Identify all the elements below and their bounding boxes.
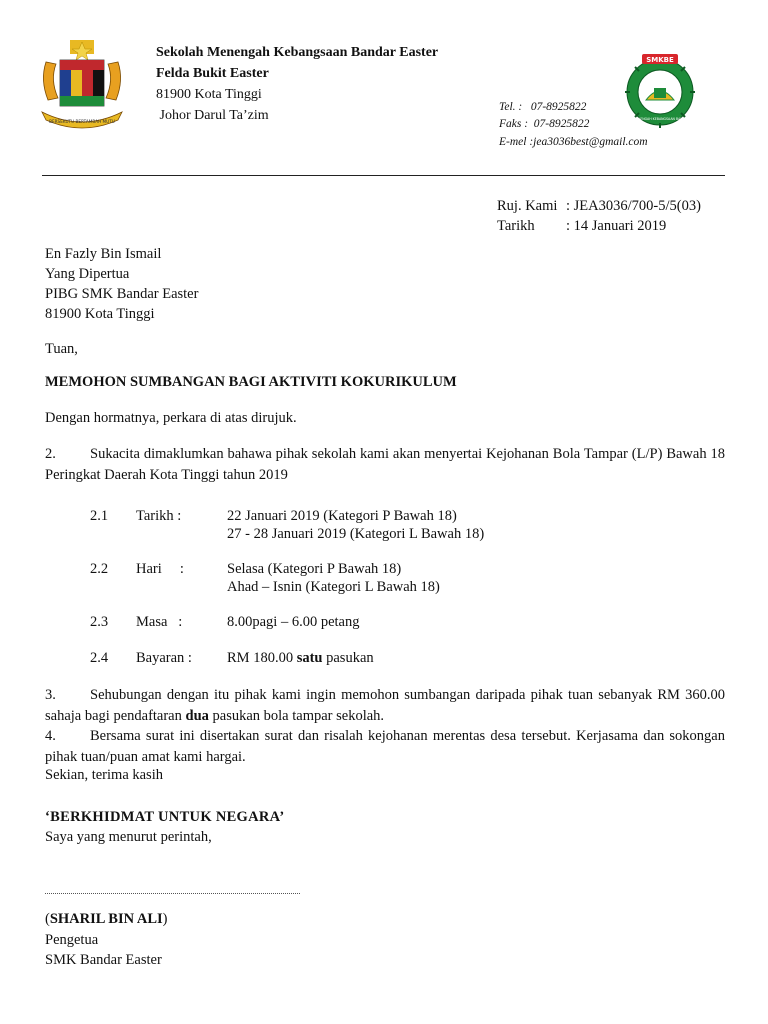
crest-left-tiger [43, 62, 58, 100]
detail-2-2-line2: Ahad – Isnin (Kategori L Bawah 18) [227, 579, 440, 595]
recipient-name: En Fazly Bin Ismail [45, 246, 162, 262]
paragraph-2 [45, 444, 725, 485]
svg-text:SEKOLAH MENENGAH KEBANGSAAN BA: SEKOLAH MENENGAH KEBANGSAAN BANDAR EASTER [617, 117, 703, 121]
paragraph-4 [45, 726, 725, 767]
paragraph-4-number: 4. [45, 728, 56, 744]
crest-right-tiger [106, 62, 121, 100]
recipient-city: 81900 Kota Tinggi [45, 306, 155, 322]
signoff: Saya yang menurut perintah, [45, 829, 212, 845]
paragraph-2-number: 2. [45, 446, 56, 462]
salutation: Tuan, [45, 341, 78, 357]
telephone: Tel. : 07-8925822 [499, 101, 587, 113]
school-logo [617, 52, 703, 128]
svg-text:BERSEKUTU BERTAMBAH MUTU: BERSEKUTU BERTAMBAH MUTU [49, 119, 115, 124]
detail-2-3-line1: 8.00pagi – 6.00 petang [227, 614, 360, 630]
paragraph-3: 3. Sehubungan dengan itu pihak kami ingin memohon sumbangan daripada pihak tuan sebanyak RM 360.00 sahaja bagi pendaftaran dua pasukan bola tampar sekolah. [45, 687, 725, 724]
opening-line: Dengan hormatnya, perkara di atas dirujuk. [45, 410, 297, 426]
date-label: Tarikh [497, 218, 535, 234]
signatory-position: Pengetua [45, 932, 99, 948]
detail-2-3-number: 2.3 [90, 614, 109, 630]
school-name: Sekolah Menengah Kebangsaan Bandar Easter [156, 45, 439, 60]
recipient-title: Yang Dipertua [45, 266, 130, 282]
paragraph-4-text: Bersama surat ini disertakan surat dan risalah kejohanan merentas desa tersebut. Kerjasama dan sokongan pihak tuan/puan amat kami hargai. [45, 728, 725, 765]
detail-2-1-number: 2.1 [90, 508, 109, 524]
reference-value: : JEA3036/700-5/5(03) [566, 198, 701, 214]
subject-line: MEMOHON SUMBANGAN BAGI AKTIVITI KOKURIKULUM [45, 374, 457, 390]
svg-text:SMKBE: SMKBE [646, 56, 674, 64]
date-value: : 14 Januari 2019 [566, 218, 667, 234]
detail-2-2-number: 2.2 [90, 561, 109, 577]
detail-2-1-line1: 22 Januari 2019 (Kategori P Bawah 18) [227, 508, 457, 524]
paragraph-3-number: 3. [45, 687, 56, 703]
signature-line [45, 893, 300, 894]
signatory-name: (SHARIL BIN ALI) [45, 911, 168, 927]
reference-label: Ruj. Kami [497, 198, 558, 214]
detail-2-1-label: Tarikh : [136, 508, 182, 524]
fax: Faks : 07-8925822 [499, 118, 590, 130]
detail-2-4-value: RM 180.00 satu pasukan [227, 650, 374, 666]
letterhead-divider [42, 175, 725, 176]
school-postcode-city: 81900 Kota Tinggi [156, 87, 262, 102]
detail-2-4-label: Bayaran : [136, 650, 192, 666]
email: E-mel :jea3036best@gmail.com [499, 136, 648, 148]
recipient-org: PIBG SMK Bandar Easter [45, 286, 199, 302]
coat-of-arms-logo [36, 40, 128, 132]
detail-2-3-label: Masa : [136, 614, 183, 630]
motto: ‘BERKHIDMAT UNTUK NEGARA’ [45, 809, 285, 825]
detail-2-2-label: Hari : [136, 561, 184, 577]
signatory-school: SMK Bandar Easter [45, 952, 162, 968]
detail-2-4-number: 2.4 [90, 650, 109, 666]
school-state: Johor Darul Ta’zim [156, 108, 269, 123]
school-subtitle: Felda Bukit Easter [156, 66, 269, 81]
paragraph-2-text: Sukacita dimaklumkan bahawa pihak sekolah kami akan menyertai Kejohanan Bola Tampar (L/P) Bawah 18 Peringkat Daerah Kota Tinggi tahun 2019 [45, 446, 725, 483]
detail-2-1-line2: 27 - 28 Januari 2019 (Kategori L Bawah 18) [227, 526, 485, 542]
closing-line: Sekian, terima kasih [45, 767, 163, 783]
detail-2-2-line1: Selasa (Kategori P Bawah 18) [227, 561, 402, 577]
